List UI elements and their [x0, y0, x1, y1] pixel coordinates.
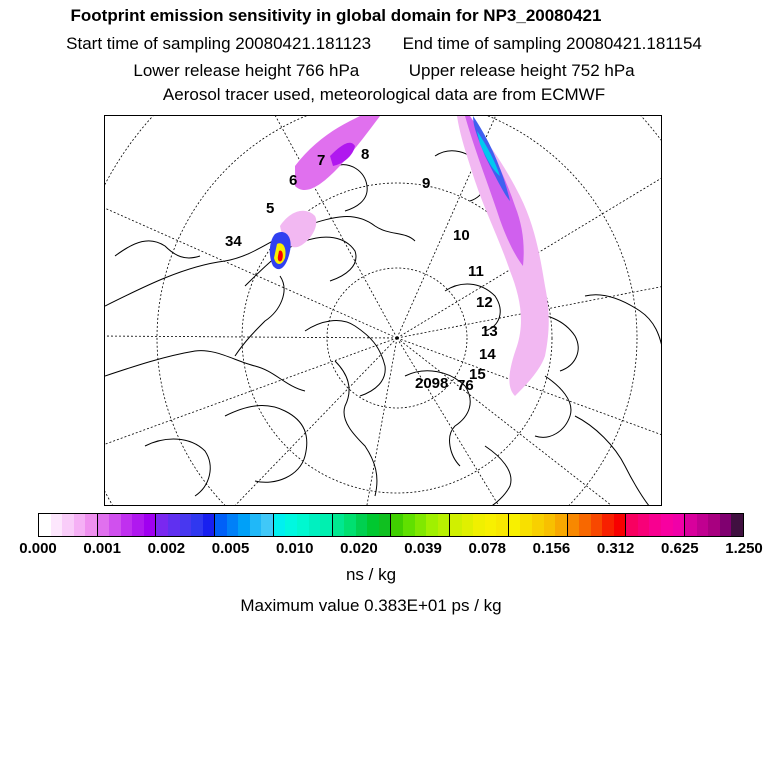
trajectory-label-11: 11	[468, 263, 484, 280]
colorbar-cell	[509, 514, 521, 536]
colorbar-cell	[333, 514, 345, 536]
footprint-plume	[270, 116, 549, 396]
colorbar-cell	[344, 514, 356, 536]
colorbar-tick-label: 1.250	[725, 540, 763, 557]
colorbar-cell	[391, 514, 403, 536]
colorbar-cell	[720, 514, 732, 536]
colorbar-cell	[379, 514, 392, 536]
trajectory-label-6: 6	[289, 172, 298, 189]
units-label: ns / kg	[345, 565, 397, 584]
colorbar-cell	[39, 514, 51, 536]
tracer-info: Aerosol tracer used, meteorological data are from ECMWF	[162, 85, 606, 104]
colorbar-cell	[731, 514, 743, 536]
colorbar-cell	[180, 514, 192, 536]
colorbar-cell	[191, 514, 203, 536]
colorbar-cell	[297, 514, 309, 536]
colorbar-cell	[568, 514, 580, 536]
sampling-times	[0, 34, 768, 54]
colorbar-cell	[121, 514, 133, 536]
end-time-label: End time of sampling 20080421.181154	[402, 34, 702, 53]
colorbar-cell	[697, 514, 709, 536]
footprint-map[interactable]	[104, 115, 662, 506]
colorbar-cell	[250, 514, 262, 536]
colorbar-tick-label: 0.312	[596, 540, 635, 557]
trajectory-label-15: 15	[469, 366, 486, 383]
release-heights	[0, 61, 768, 81]
colorbar-tick-label: 0.010	[275, 540, 314, 557]
upper-release-label: Upper release height 752 hPa	[408, 61, 635, 80]
colorbar-cell	[51, 514, 63, 536]
lower-release-label: Lower release height 766 hPa	[133, 61, 360, 80]
colorbar-cell	[555, 514, 568, 536]
colorbar-cell	[450, 514, 462, 536]
colorbar-cell	[473, 514, 485, 536]
colorbar-cell	[403, 514, 415, 536]
trajectory-label-9: 9	[422, 175, 431, 192]
colorbar-tick-label: 0.001	[83, 540, 121, 557]
colorbar-cell	[520, 514, 532, 536]
colorbar-cell	[227, 514, 239, 536]
colorbar-cell	[602, 514, 614, 536]
colorbar-cell	[144, 514, 157, 536]
colorbar-tick-label: 0.005	[211, 540, 250, 557]
colorbar-tick-label: 0.078	[468, 540, 507, 557]
colorbar-cell	[274, 514, 286, 536]
trajectory-label-14: 14	[479, 346, 496, 363]
trajectory-label-13: 13	[481, 323, 498, 340]
colorbar-cell	[649, 514, 661, 536]
latitude-circle-50	[105, 116, 662, 506]
colorbar-cell	[638, 514, 650, 536]
colorbar-cell	[415, 514, 427, 536]
colorbar	[38, 513, 744, 537]
trajectory-label-8: 8	[361, 146, 370, 163]
colorbar-cell	[544, 514, 556, 536]
start-time-label: Start time of sampling 20080421.181123	[66, 34, 372, 53]
map-canvas	[105, 116, 662, 506]
colorbar-cell	[156, 514, 168, 536]
colorbar-tick-label: 0.039	[404, 540, 442, 557]
colorbar-tick-label: 0.002	[147, 540, 186, 557]
graticule	[105, 116, 662, 506]
colorbar-cell	[626, 514, 638, 536]
colorbar-cell	[203, 514, 216, 536]
colorbar-cell	[426, 514, 438, 536]
trajectory-label-5: 5	[266, 200, 275, 217]
colorbar-cell	[285, 514, 297, 536]
colorbar-cell	[85, 514, 98, 536]
trajectory-label-2098: 2098	[415, 375, 449, 392]
colorbar-cell	[109, 514, 121, 536]
colorbar-cell	[591, 514, 603, 536]
colorbar-tick-label: 0.156	[532, 540, 571, 557]
colorbar-cell	[532, 514, 544, 536]
trajectory-label-7: 7	[317, 152, 326, 169]
colorbar-tick-label: 0.625	[661, 540, 699, 557]
trajectory-label-12: 12	[476, 294, 493, 311]
colorbar-cell	[74, 514, 86, 536]
colorbar-cell	[98, 514, 110, 536]
colorbar-cell	[215, 514, 227, 536]
colorbar-cell	[485, 514, 497, 536]
colorbar-cell	[132, 514, 144, 536]
colorbar-cell	[661, 514, 673, 536]
colorbar-cell	[367, 514, 379, 536]
colorbar-cell	[168, 514, 180, 536]
colorbar-cell	[673, 514, 686, 536]
colorbar-tick-label: 0.020	[340, 540, 378, 557]
trajectory-label-10: 10	[453, 227, 470, 244]
coastlines	[105, 151, 662, 506]
trajectory-label-76: 76	[457, 377, 474, 394]
colorbar-cell	[438, 514, 451, 536]
colorbar-cell	[320, 514, 333, 536]
plot-title: Footprint emission sensitivity in global domain for NP3_20080421	[70, 6, 602, 25]
colorbar-cell	[261, 514, 274, 536]
colorbar-cell	[614, 514, 627, 536]
trajectory-label-34: 34	[225, 233, 242, 250]
colorbar-cell	[685, 514, 697, 536]
colorbar-cell	[496, 514, 509, 536]
colorbar-tick-label: 0.000	[19, 540, 57, 557]
colorbar-cell	[356, 514, 368, 536]
colorbar-cell	[708, 514, 720, 536]
colorbar-cell	[579, 514, 591, 536]
colorbar-cell	[238, 514, 250, 536]
latitude-circle-60	[157, 116, 637, 506]
colorbar-cell	[309, 514, 321, 536]
colorbar-cell	[462, 514, 474, 536]
max-value-label: Maximum value 0.383E+01 ps / kg	[240, 596, 502, 615]
colorbar-cell	[62, 514, 74, 536]
